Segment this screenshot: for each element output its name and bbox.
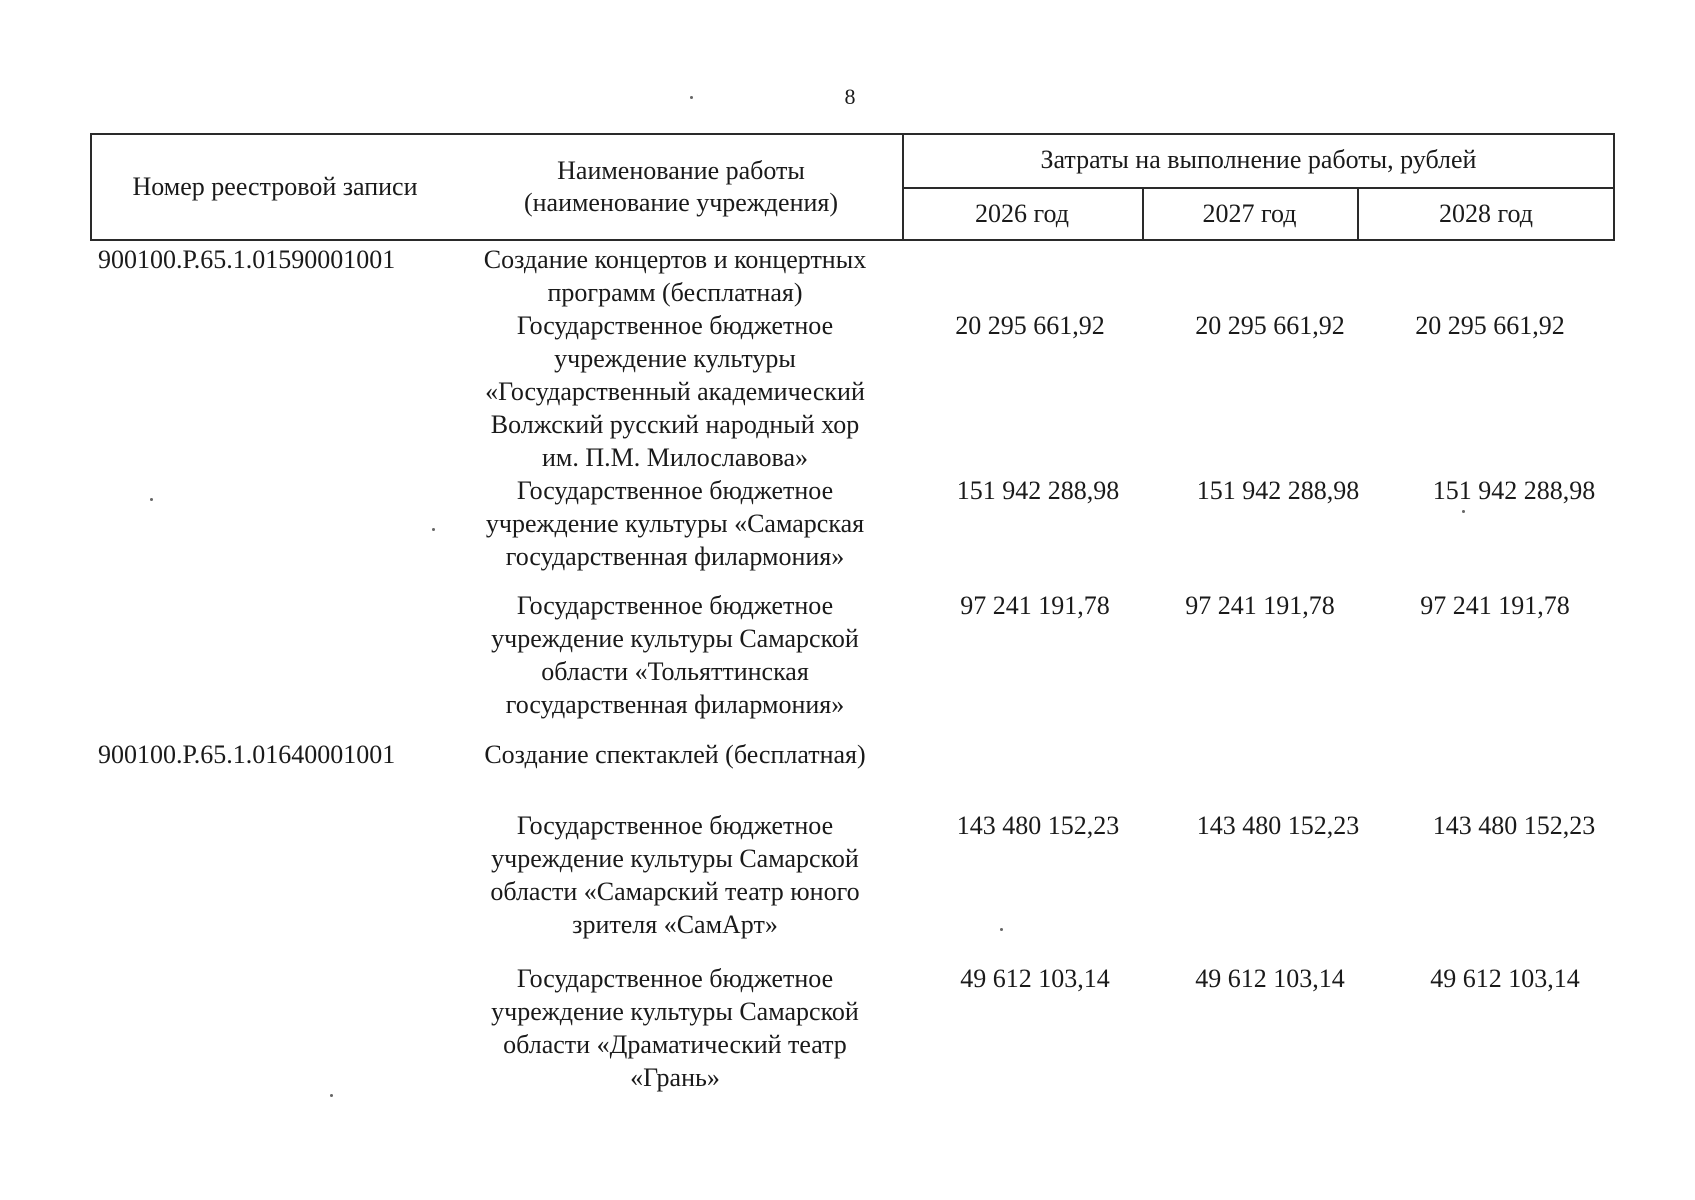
work-title-line: Создание концертов и концертных — [483, 245, 867, 274]
organization-line: Государственное бюджетное — [516, 591, 834, 620]
header-work-label-line1: Наименование работы — [557, 156, 805, 185]
organization-line: Государственное бюджетное — [516, 311, 834, 340]
page-number: 8 — [844, 84, 856, 109]
organization-name — [455, 309, 895, 474]
organization-line: Государственное бюджетное — [516, 476, 834, 505]
cost-2027: 143 480 152,23 — [1196, 811, 1360, 840]
cost-2026: 143 480 152,23 — [956, 811, 1120, 840]
header-registry-number — [90, 133, 460, 241]
organization-line: Государственное бюджетное — [516, 811, 834, 840]
header-year-2028 — [1357, 187, 1615, 241]
organization-line: государственная филармония» — [505, 542, 845, 571]
header-year-label: 2028 год — [1439, 199, 1533, 228]
header-costs-label: Затраты на выполнение работы, рублей — [1040, 145, 1477, 174]
work-title — [455, 738, 895, 771]
registry-number: 900100.Р.65.1.01640001001 — [98, 740, 396, 769]
cost-2027: 151 942 288,98 — [1196, 476, 1360, 505]
cost-2027: 20 295 661,92 — [1195, 311, 1345, 340]
organization-line: учреждение культуры Самарской — [491, 997, 859, 1026]
cost-2028: 49 612 103,14 — [1430, 964, 1580, 993]
organization-line: учреждение культуры Самарской — [491, 844, 859, 873]
header-work-name — [460, 133, 902, 241]
cost-2028: 20 295 661,92 — [1415, 311, 1565, 340]
header-year-2026 — [902, 187, 1142, 241]
work-title-line: программ (бесплатная) — [547, 278, 803, 307]
work-title — [455, 243, 895, 309]
organization-name — [455, 962, 895, 1094]
organization-name — [455, 809, 895, 941]
scan-speck — [150, 498, 153, 501]
cost-2026: 97 241 191,78 — [960, 591, 1110, 620]
cost-2027: 49 612 103,14 — [1195, 964, 1345, 993]
table-header — [90, 133, 1615, 241]
organization-line: зрителя «СамАрт» — [572, 910, 778, 939]
organization-line: Волжский русский народный хор — [490, 410, 860, 439]
header-year-2027 — [1142, 187, 1357, 241]
scan-speck — [1462, 510, 1465, 513]
header-costs — [902, 133, 1615, 187]
cost-2028: 143 480 152,23 — [1432, 811, 1596, 840]
organization-line: области «Драматический театр — [503, 1030, 847, 1059]
organization-line: государственная филармония» — [505, 690, 845, 719]
header-registry-label: Номер реестровой записи — [132, 172, 418, 201]
header-year-label: 2026 год — [975, 199, 1069, 228]
scan-speck — [432, 528, 435, 531]
organization-line: им. П.М. Милославова» — [541, 443, 809, 472]
scan-speck — [1000, 928, 1003, 931]
cost-2028: 151 942 288,98 — [1432, 476, 1596, 505]
registry-number: 900100.Р.65.1.01590001001 — [98, 245, 396, 274]
cost-2028: 97 241 191,78 — [1420, 591, 1570, 620]
organization-line: «Грань» — [630, 1063, 720, 1092]
cost-2027: 97 241 191,78 — [1185, 591, 1335, 620]
cost-2026: 49 612 103,14 — [960, 964, 1110, 993]
cost-2026: 151 942 288,98 — [956, 476, 1120, 505]
organization-line: области «Самарский театр юного — [490, 877, 860, 906]
organization-line: учреждение культуры — [554, 344, 796, 373]
organization-line: Государственное бюджетное — [516, 964, 834, 993]
organization-line: учреждение культуры «Самарская — [485, 509, 865, 538]
cost-2026: 20 295 661,92 — [955, 311, 1105, 340]
scan-speck — [690, 96, 693, 99]
work-title-line: Создание спектаклей (бесплатная) — [484, 740, 866, 769]
organization-line: области «Тольяттинская — [541, 657, 809, 686]
organization-name — [455, 589, 895, 721]
organization-name — [455, 474, 895, 573]
organization-line: учреждение культуры Самарской — [491, 624, 859, 653]
organization-line: «Государственный академический — [485, 377, 865, 406]
scan-speck — [330, 1094, 333, 1097]
header-work-label-line2: (наименование учреждения) — [523, 188, 839, 217]
header-year-label: 2027 год — [1202, 199, 1297, 228]
